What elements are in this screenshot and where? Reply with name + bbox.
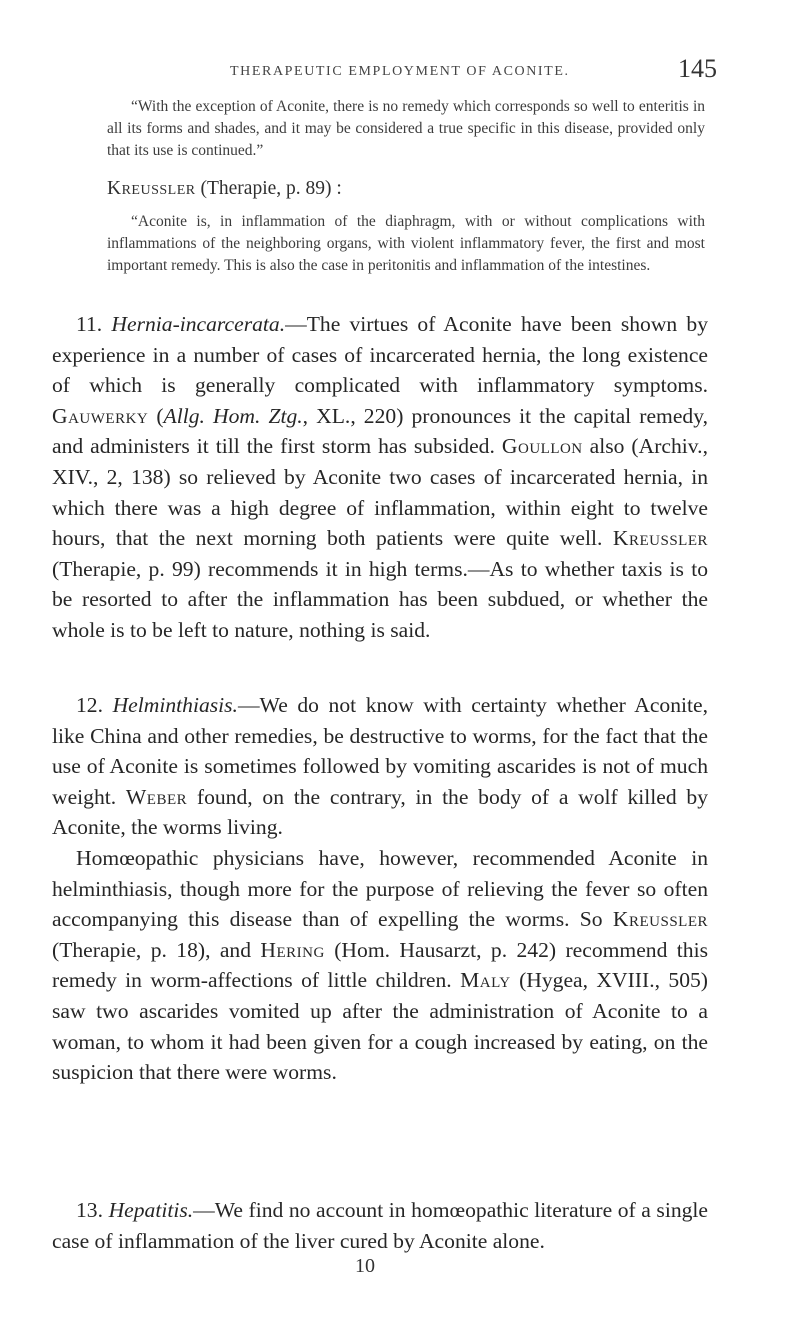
section-hepatitis — [52, 1195, 708, 1256]
text-run: Homœopathic physicians have, however, recommended Aconite in helminthiasis, though more for the purpose of relieving the fever so often accompanying this disease than of expelling the worms. So — [52, 845, 708, 932]
section-paragraph — [52, 690, 708, 843]
signature-mark: 10 — [355, 1255, 375, 1277]
author-name: Kreussler — [107, 178, 196, 199]
author-name: Hering — [260, 937, 325, 962]
author-name: Weber — [125, 784, 188, 809]
enteritis-quote — [107, 96, 705, 162]
author-name: Goullon — [501, 434, 583, 459]
author-name: Gauwerky — [52, 403, 149, 428]
text-run: —We do not know with certainty whether Aconite, like China and other remedies, be destructive to worms, for the fact that the use of Aconite is sometimes followed by vomiting ascarides is not of much weight. — [52, 693, 709, 809]
kreussler-citation — [107, 178, 705, 200]
author-name: Maly — [460, 968, 511, 993]
section-number: 11. — [76, 312, 112, 336]
quote-paragraph: “With the exception of Aconite, there is no remedy which corresponds so well to enteritis in all its forms and shades, and it may be considered a true specific in this disease, provided only that its use is continued.” — [107, 98, 705, 159]
running-title: THERAPEUTIC EMPLOYMENT OF ACONITE. — [230, 64, 570, 79]
section-paragraph — [52, 1195, 708, 1256]
journal-title: Allg. Hom. Ztg. — [163, 403, 303, 428]
section-helminthiasis — [52, 690, 708, 1088]
text-run: —The virtues of Aconite have been shown by experience in a number of cases of incarcerated hernia, the long existence of which is generally complicated with inflammatory symptoms. — [52, 312, 709, 398]
section-hernia — [52, 309, 708, 646]
quote-paragraph: “Aconite is, in inflammation of the diaphragm, with or without complications with inflammations of the neighboring organs, with violent inflammatory fever, the first and most important remedy. This is also the case in peritonitis and inflammation of the intestines. — [107, 213, 705, 274]
page-header — [0, 52, 800, 92]
section-heading: Hepatitis. — [108, 1198, 194, 1222]
text-run: found, on the contrary, in the body of a wolf killed by Aconite, the worms living. — [52, 784, 708, 840]
text-run: ( — [148, 403, 164, 428]
diaphragm-quote — [107, 211, 705, 277]
section-number: 12. — [76, 693, 113, 717]
text-run: , XL., 220) pronounces it the capital remedy, and administers it till the first storm has subsided. — [52, 403, 708, 459]
section-number: 13. — [76, 1198, 109, 1222]
section-paragraph — [52, 843, 708, 1088]
page-number: 145 — [678, 54, 717, 83]
text-run: (Therapie, p. 99) recommends it in high terms.—As to whether taxis is to be resorted to after the inflammation has been subdued, or whether the whole is to be left to nature, nothing is said. — [52, 556, 708, 642]
text-run: (Hygea, XVIII., 505) saw two ascarides vomited up after the administration of Aconite to a woman, to whom it had been given for a cough increased by eating, on the suspicion that there were worms. — [52, 968, 708, 1085]
section-heading: Hernia-incarcerata. — [111, 312, 286, 336]
text-run: (Therapie, p. 18), and — [52, 937, 261, 962]
author-name: Kreussler — [612, 907, 708, 932]
text-run: also (Archiv., XIV., 2, 138) so relieved by Aconite two cases of incarcerated hernia, in which there was a high degree of inflammation, within eight to twelve hours, that the next morning both patients were quite well. — [52, 434, 708, 551]
author-name: Kreussler — [612, 526, 708, 551]
citation-source: (Therapie, p. 89) : — [195, 178, 342, 199]
text-run: (Hom. Hausarzt, p. 242) recommend this remedy in worm-affections of little children. — [52, 937, 708, 993]
section-paragraph — [52, 309, 708, 646]
text-run: —We find no account in homœopathic literature of a single case of inflammation of the liver cured by Aconite alone. — [52, 1198, 709, 1253]
section-heading: Helminthiasis. — [112, 693, 238, 717]
